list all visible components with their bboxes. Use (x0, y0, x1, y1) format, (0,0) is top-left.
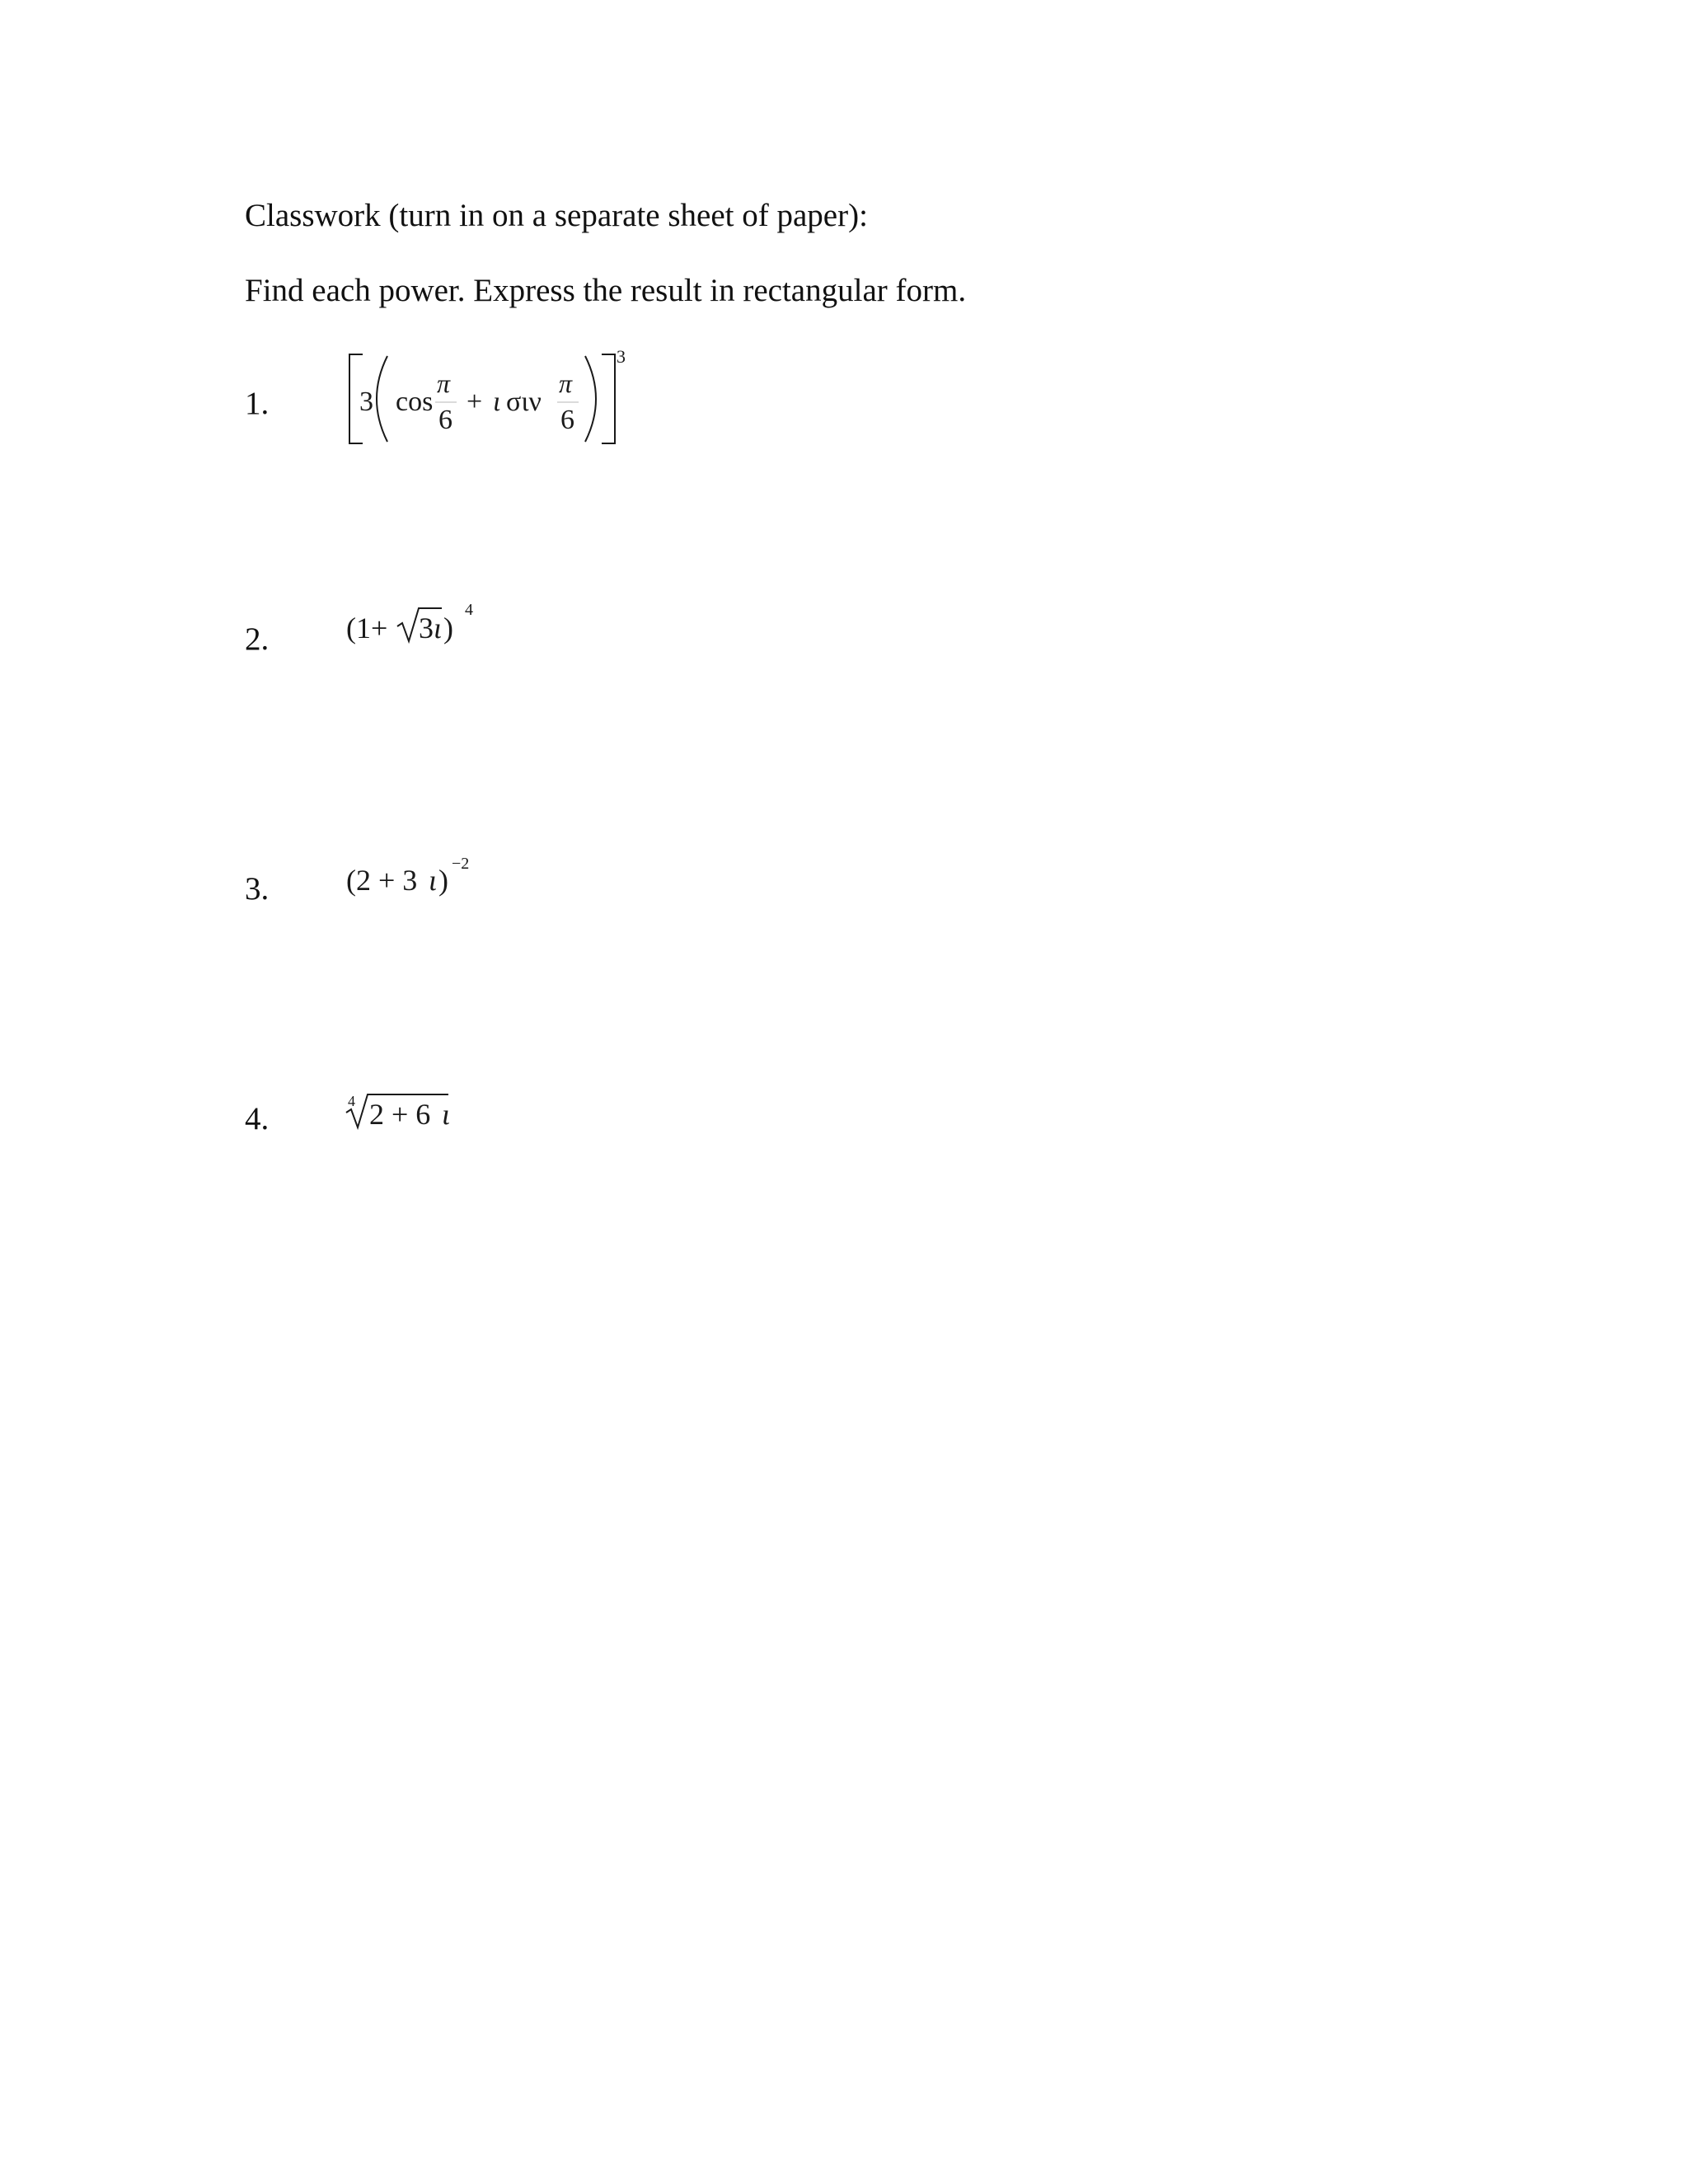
imaginary-unit: ι (442, 1098, 451, 1131)
denominator-2: 6 (560, 405, 574, 435)
instruction-find-power: Find each power. Express the result in rectangular form. (245, 273, 967, 308)
open-part: (1+ (346, 612, 388, 644)
right-paren (585, 356, 596, 442)
coefficient: 3 (359, 387, 373, 417)
close-paren: ) (443, 612, 453, 644)
problem-2-number: 2. (245, 621, 270, 657)
problem-4-number: 4. (245, 1101, 270, 1137)
radicand: 3 (419, 612, 434, 644)
sin-glyphs: σιν (506, 387, 542, 417)
pi-numerator-2: π (559, 368, 573, 398)
exponent: −2 (452, 855, 470, 873)
pi-numerator-1: π (437, 368, 451, 398)
base: (2 + 3 (346, 864, 418, 897)
exponent: 4 (465, 601, 473, 619)
problem-2-expression (345, 595, 493, 653)
right-bracket (602, 354, 615, 443)
cos-label: cos (396, 387, 434, 417)
exponent: 3 (617, 346, 626, 367)
instruction-classwork: Classwork (turn in on a separate sheet of paper): (245, 198, 868, 233)
plus-sign: + (467, 387, 483, 417)
radicand: 2 + 6 (369, 1098, 431, 1131)
close-paren: ) (438, 864, 448, 897)
problem-4-expression (345, 1081, 476, 1139)
problem-3-number: 3. (245, 871, 270, 907)
imaginary-unit: ι (434, 612, 443, 644)
problem-3-expression (345, 847, 493, 905)
imaginary-unit: ι (493, 387, 501, 417)
imaginary-unit: ι (429, 864, 438, 897)
problem-1-number: 1. (245, 386, 270, 421)
problem-1-expression (330, 338, 643, 453)
root-index: 4 (348, 1093, 355, 1109)
left-paren (377, 356, 387, 442)
denominator-1: 6 (438, 405, 452, 435)
